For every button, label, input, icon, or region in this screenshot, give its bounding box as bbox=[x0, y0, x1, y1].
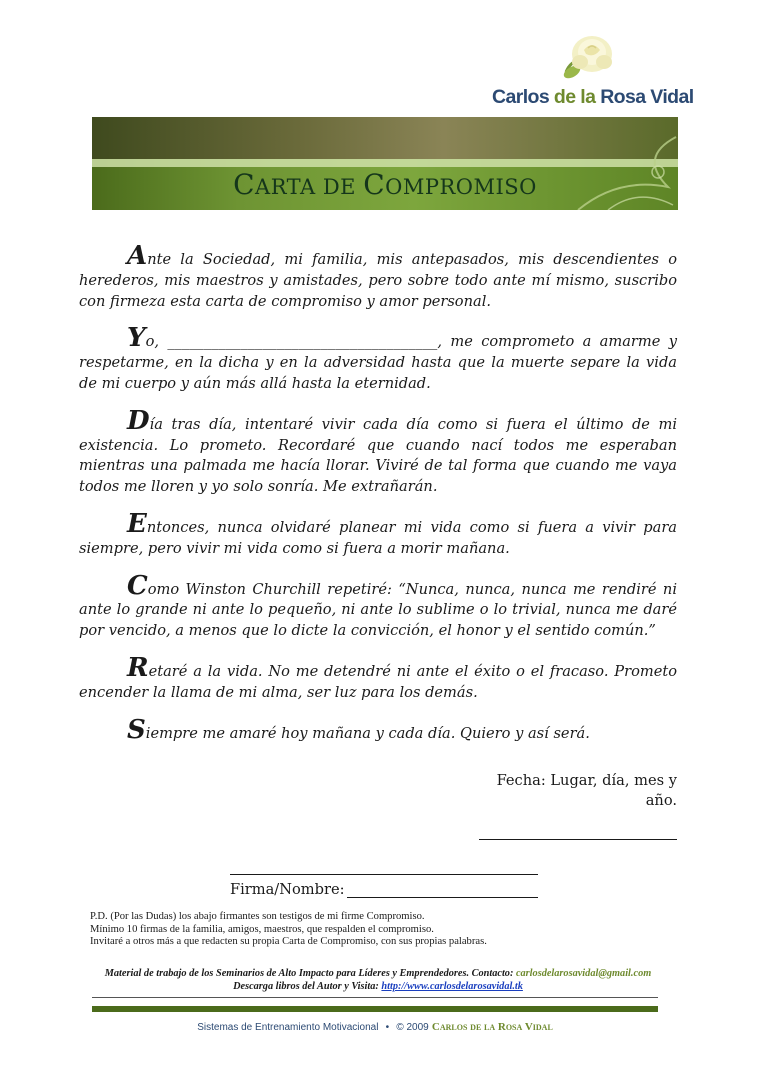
drop-initial: C bbox=[127, 570, 148, 601]
name-line[interactable] bbox=[347, 881, 539, 898]
rose-icon bbox=[558, 28, 618, 84]
signature-block bbox=[230, 860, 538, 898]
brand-name: Carlos de la Rosa Vidal bbox=[492, 86, 694, 108]
date-line[interactable] bbox=[479, 819, 677, 840]
drop-initial: R bbox=[127, 652, 149, 683]
download-text: Descarga libros del Autor y Visita: bbox=[233, 981, 382, 992]
drop-initial: S bbox=[127, 714, 146, 745]
postscript-line: P.D. (Por las Dudas) los abajo firmantes son testigos de mi firme Compromiso. bbox=[90, 911, 425, 922]
title-banner bbox=[92, 117, 678, 210]
material-note bbox=[90, 967, 666, 993]
footer-bullet: • bbox=[385, 1022, 390, 1033]
contact-email[interactable]: carlosdelarosavidal@gmail.com bbox=[515, 968, 652, 979]
date-label: Fecha: Lugar, día, mes y año. bbox=[496, 772, 677, 809]
footer-author: Carlos de la Rosa Vidal bbox=[431, 1021, 553, 1033]
page-title: CARTA DE COMPROMISO bbox=[233, 168, 537, 201]
date-block bbox=[479, 771, 677, 840]
footer-divider bbox=[92, 997, 658, 998]
paragraph-5: Como Winston Churchill repetiré: “Nunca, nunca, nunca me rendiré ni ante lo grande ni ante lo pequeño, ni ante lo sublime o lo trivial, nunca me daré por vencido, a menos que lo dicte la convicción, el honor y el sentido común.” bbox=[79, 570, 677, 640]
paragraph-6: Retaré a la vida. No me detendré ni ante el éxito o el fracaso. Prometo encender la llama de mi alma, ser luz para los demás. bbox=[79, 652, 677, 701]
letter-body bbox=[79, 241, 677, 764]
drop-initial: E bbox=[127, 508, 147, 539]
paragraph-2: Yo, _____________________________________, me comprometo a amarme y respetarme, en la dicha y en la adversidad hasta que la muerte separe la vida de mi cuerpo y aún más allá hasta la eternidad. bbox=[79, 323, 677, 392]
page-footer bbox=[92, 1021, 658, 1033]
drop-initial: Y bbox=[127, 323, 146, 354]
postscript-line: Mínimo 10 firmas de la familia, amigos, maestros, que respalden el compromiso. bbox=[90, 923, 434, 935]
postscript bbox=[90, 911, 710, 949]
paragraph-7: Siempre me amaré hoy mañana y cada día. Quiero y así será. bbox=[127, 714, 590, 745]
signature-line[interactable] bbox=[230, 860, 538, 875]
footer-program: Sistemas de Entrenamiento Motivacional bbox=[197, 1022, 379, 1033]
footer-copyright: © 2009 bbox=[396, 1022, 429, 1033]
paragraph-3: Día tras día, intentaré vivir cada día como si fuera el último de mi existencia. Lo prometo. Recordaré que cuando nací todos me esperaban mientras una palmada me hacía llorar. Viviré de tal forma que cuando me vaya todos me lloren y yo solo sonría. Me extrañarán. bbox=[79, 405, 677, 496]
drop-initial: A bbox=[127, 241, 148, 271]
material-text: Material de trabajo de los Seminarios de Alto Impacto para Líderes y Emprendedores. Contacto: bbox=[104, 968, 516, 979]
website-link[interactable]: http://www.carlosdelarosavidal.tk bbox=[381, 981, 523, 992]
drop-initial: D bbox=[127, 405, 150, 436]
footer-green-bar bbox=[92, 1006, 658, 1012]
paragraph-1: Ante la Sociedad, mi familia, mis antepasados, mis descendientes o herederos, mis maestros y amistades, pero sobre todo ante mí mismo, suscribo con firmeza esta carta de compromiso y amor personal. bbox=[79, 241, 677, 310]
paragraph-4: Entonces, nunca olvidaré planear mi vida como si fuera a vivir para siempre, pero vivir mi vida como si fuera a morir mañana. bbox=[79, 508, 677, 557]
signature-label: Firma/Nombre: bbox=[230, 881, 345, 898]
brand-logo bbox=[490, 28, 694, 110]
postscript-line: Invitaré a otros más a que redacten su propia Carta de Compromiso, con sus propias palabras. bbox=[90, 936, 487, 947]
